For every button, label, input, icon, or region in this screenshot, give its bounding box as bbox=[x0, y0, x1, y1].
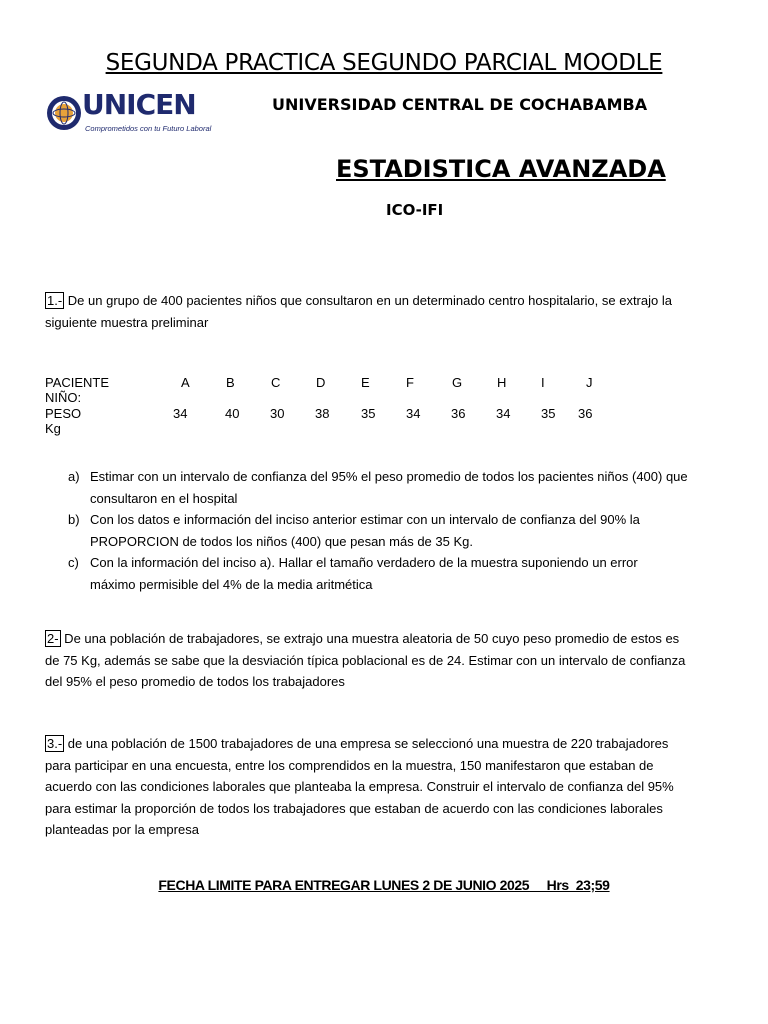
list-item-label: b) bbox=[68, 512, 80, 527]
list-item bbox=[68, 466, 728, 510]
question-3-text-line1: de una población de 1500 trabajadores de una empresa se seleccionó una muestra de 220 trabajadores bbox=[64, 736, 669, 751]
table-cell-weight: 35 bbox=[541, 406, 556, 421]
table-cell-weight: 35 bbox=[361, 406, 376, 421]
table-cell-patient: G bbox=[452, 375, 463, 390]
question-3-number: 3.- bbox=[47, 736, 63, 751]
logo-wordmark: UNICEN bbox=[82, 88, 196, 121]
table-cell-weight: 38 bbox=[315, 406, 330, 421]
table-cell-weight: 30 bbox=[270, 406, 285, 421]
table-cell-weight: 34 bbox=[173, 406, 188, 421]
question-1-text-line2: siguiente muestra preliminar bbox=[45, 314, 209, 330]
table-cell-patient: C bbox=[271, 375, 281, 390]
table-row-label-patient: PACIENTE NIÑO: bbox=[45, 375, 110, 405]
table-cell-patient: H bbox=[497, 375, 507, 390]
logo-tagline: Comprometidos con tu Futuro Laboral bbox=[85, 124, 212, 133]
table-cell-patient: A bbox=[181, 375, 190, 390]
question-2 bbox=[45, 628, 725, 693]
question-2-text-line3: del 95% el peso promedio de todos los trabajadores bbox=[45, 674, 345, 689]
table-cell-patient: J bbox=[586, 375, 593, 390]
list-item-text-line1: Con la información del inciso a). Hallar el tamaño verdadero de la muestra suponiendo un error bbox=[90, 555, 638, 570]
table-cell-patient: B bbox=[226, 375, 235, 390]
list-item-text-line2: máximo permisible del 4% de la media aritmética bbox=[90, 576, 373, 592]
table-cell-patient: F bbox=[406, 375, 414, 390]
question-1-number: 1.- bbox=[47, 293, 63, 308]
table-row-label-weight: PESO Kg bbox=[45, 406, 82, 436]
document-title: SEGUNDA PRACTICA SEGUNDO PARCIAL MOODLE bbox=[105, 50, 663, 76]
question-3 bbox=[45, 733, 725, 841]
table-cell-weight: 36 bbox=[578, 406, 593, 421]
question-3-text-line2: para participar en una encuesta, entre los comprendidos en la muestra, 150 manifestaron que estaban de bbox=[45, 757, 654, 773]
question-2-text-line1: De una población de trabajadores, se extrajo una muestra aleatoria de 50 cuyo peso promedio de estos es bbox=[60, 631, 680, 646]
list-item-label: a) bbox=[68, 469, 80, 484]
list-item-text-line2: consultaron en el hospital bbox=[90, 490, 238, 506]
question-3-text-line4: para estimar la proporción de todos los trabajadores que estaban de acuerdo con las condiciones laborales bbox=[45, 800, 663, 816]
table-cell-weight: 36 bbox=[451, 406, 466, 421]
question-3-text-line5: planteadas por la empresa bbox=[45, 822, 199, 837]
question-2-text-line2: de 75 Kg, además se sabe que la desviación típica poblacional es de 24. Estimar con un intervalo de confianza bbox=[45, 652, 686, 668]
question-1 bbox=[45, 290, 725, 333]
table-cell-weight: 34 bbox=[406, 406, 421, 421]
career-code: ICO-IFI bbox=[386, 201, 444, 219]
table-cell-weight: 40 bbox=[225, 406, 240, 421]
list-item-text-line1: Estimar con un intervalo de confianza del 95% el peso promedio de todos los pacientes niños (400) que bbox=[90, 469, 688, 484]
deadline-notice: FECHA LIMITE PARA ENTREGAR LUNES 2 DE JUNIO 2025 Hrs 23;59 bbox=[158, 877, 610, 893]
question-3-text-line3: acuerdo con las condiciones laborales que planteaba la empresa. Construir el intervalo de confianza del 95% bbox=[45, 779, 674, 794]
table-cell-weight: 34 bbox=[496, 406, 511, 421]
list-item bbox=[68, 509, 728, 553]
list-item-label: c) bbox=[68, 555, 79, 570]
question-1-text-line1: De un grupo de 400 pacientes niños que consultaron en un determinado centro hospitalario, se extrajo la bbox=[64, 293, 672, 308]
table-cell-patient: D bbox=[316, 375, 326, 390]
list-item-text-line2: PROPORCION de todos los niños (400) que pesan más de 35 Kg. bbox=[90, 533, 473, 549]
list-item-text-line1: Con los datos e información del inciso anterior estimar con un intervalo de confianza del 90% la bbox=[90, 512, 640, 527]
question-2-number: 2- bbox=[47, 631, 59, 646]
list-item bbox=[68, 552, 728, 596]
table-cell-patient: I bbox=[541, 375, 545, 390]
table-cell-patient: E bbox=[361, 375, 370, 390]
university-name: UNIVERSIDAD CENTRAL DE COCHABAMBA bbox=[272, 95, 648, 114]
subject-title: ESTADISTICA AVANZADA bbox=[336, 155, 666, 183]
seal-icon bbox=[46, 86, 86, 138]
